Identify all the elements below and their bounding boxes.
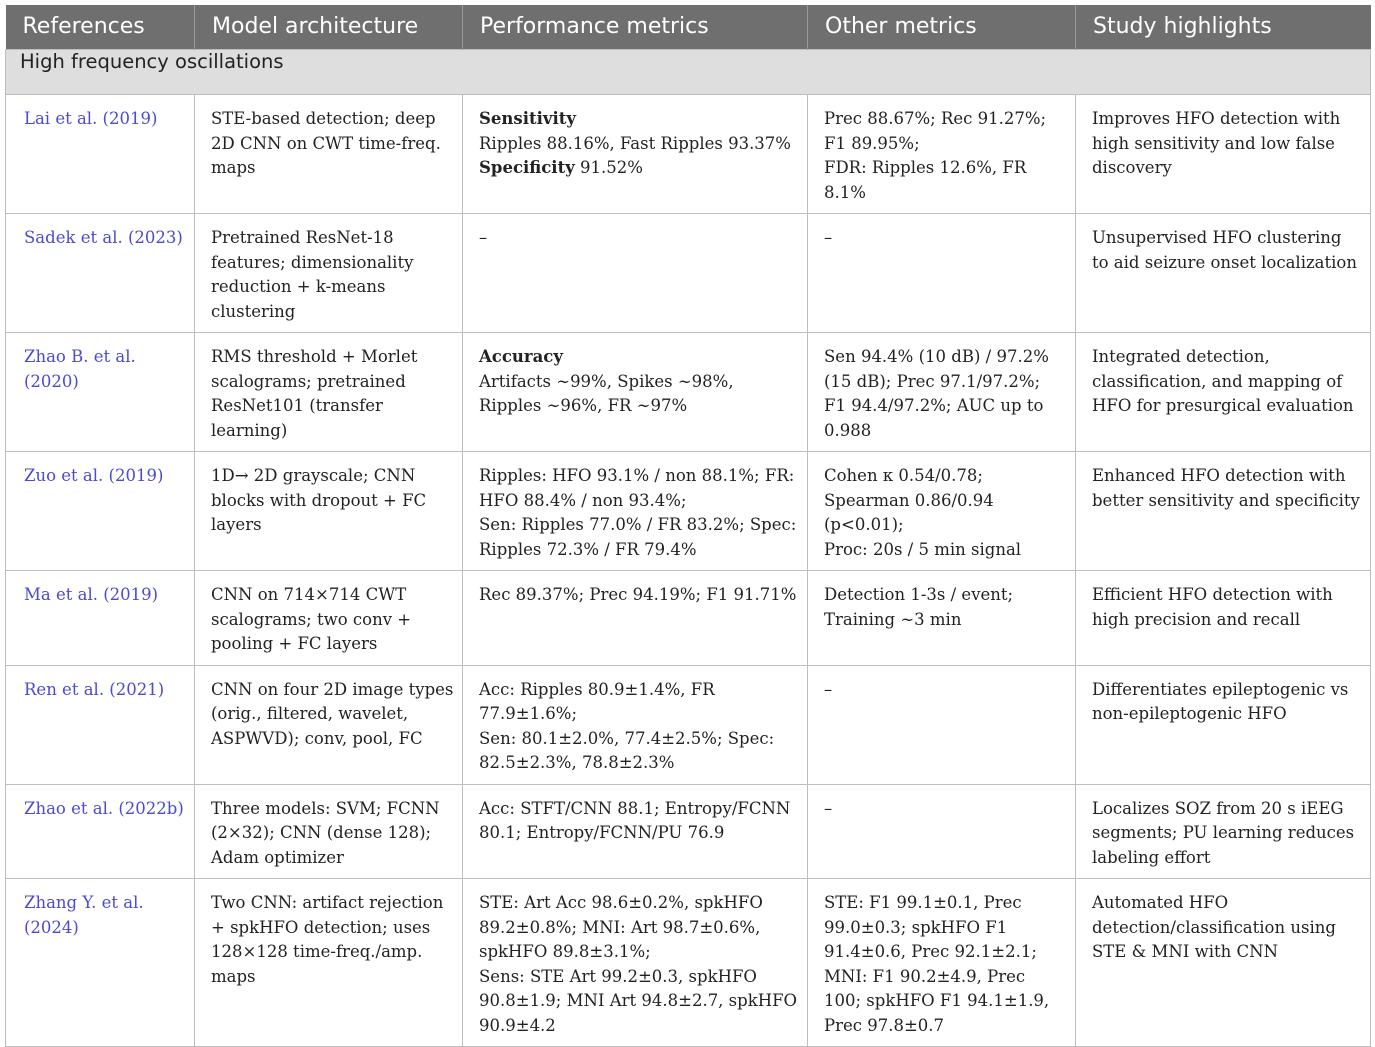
reference-cell (6, 95, 195, 214)
reference-link[interactable]: Ren et al. (2021) (24, 679, 165, 699)
performance-line: Sens: STE Art 99.2±0.3, spkHFO 90.8±1.9; MNI Art 94.8±2.7, spkHFO 90.9±4.2 (479, 966, 798, 1035)
highlight-cell: Efficient HFO detection with high precision and recall (1076, 571, 1371, 666)
sensitivity-values: Ripples 88.16%, Fast Ripples 93.37% (479, 133, 791, 153)
other-metrics-line: Prec 88.67%; Rec 91.27%; F1 89.95%; (824, 109, 1047, 153)
header-other-metrics: Other metrics (808, 5, 1076, 50)
highlight-cell: Improves HFO detection with high sensitivity and low false discovery (1076, 95, 1371, 214)
highlight-cell: Integrated detection, classification, and mapping of HFO for presurgical evaluation (1076, 333, 1371, 452)
performance-cell: Rec 89.37%; Prec 94.19%; F1 91.71% (463, 571, 808, 666)
performance-line: STE: Art Acc 98.6±0.2%, spkHFO 89.2±0.8%; MNI: Art 98.7±0.6%, spkHFO 89.8±3.1%; (479, 893, 763, 961)
reference-cell (6, 452, 195, 571)
reference-cell (6, 214, 195, 333)
other-metrics-line: Proc: 20s / 5 min signal (824, 539, 1022, 559)
table-row (6, 95, 1371, 214)
reference-cell (6, 571, 195, 666)
section-row (6, 50, 1371, 95)
performance-cell (463, 333, 808, 452)
architecture-cell: RMS threshold + Morlet scalograms; pretrained ResNet101 (transfer learning) (195, 333, 463, 452)
other-metrics-cell (808, 452, 1076, 571)
other-metrics-cell: – (808, 784, 1076, 879)
table-row (6, 879, 1371, 1047)
accuracy-label: Accuracy (479, 347, 563, 366)
highlight-cell: Differentiates epileptogenic vs non-epileptogenic HFO (1076, 665, 1371, 784)
header-model-architecture: Model architecture (195, 5, 463, 50)
reference-cell (6, 784, 195, 879)
architecture-cell: CNN on 714×714 CWT scalograms; two conv + pooling + FC layers (195, 571, 463, 666)
specificity-line (479, 156, 799, 181)
table-row (6, 333, 1371, 452)
sensitivity-label: Sensitivity (479, 109, 576, 128)
performance-line: Sen: Ripples 77.0% / FR 83.2%; Spec: Ripples 72.3% / FR 79.4% (479, 515, 797, 559)
reference-link[interactable]: Zuo et al. (2019) (24, 466, 164, 485)
reference-cell (6, 665, 195, 784)
other-metrics-line: FDR: Ripples 12.6%, FR 8.1% (824, 158, 1027, 202)
performance-cell (463, 452, 808, 571)
section-title: High frequency oscillations (6, 50, 1371, 95)
reference-link[interactable]: Lai et al. (2019) (24, 109, 158, 128)
other-metrics-cell: Sen 94.4% (10 dB) / 97.2% (15 dB); Prec 97.1/97.2%; F1 94.4/97.2%; AUC up to 0.988 (808, 333, 1076, 452)
header-row (6, 5, 1371, 50)
architecture-cell: Three models: SVM; FCNN (2×32); CNN (dense 128); Adam optimizer (195, 784, 463, 879)
architecture-cell: Two CNN: artifact rejection + spkHFO detection; uses 128×128 time-freq./amp. maps (195, 879, 463, 1047)
reference-link[interactable]: Zhao B. et al. (2020) (24, 347, 136, 391)
table-row (6, 571, 1371, 666)
header-references: References (6, 5, 195, 50)
performance-line: Sen: 80.1±2.0%, 77.4±2.5%; Spec: 82.5±2.3%, 78.8±2.3% (479, 728, 775, 772)
highlight-cell: Localizes SOZ from 20 s iEEG segments; PU learning reduces labeling effort (1076, 784, 1371, 879)
other-metrics-cell: Detection 1-3s / event; Training ∼3 min (808, 571, 1076, 666)
performance-cell (463, 665, 808, 784)
reference-cell (6, 879, 195, 1047)
architecture-cell: Pretrained ResNet-18 features; dimensionality reduction + k-means clustering (195, 214, 463, 333)
performance-cell (463, 95, 808, 214)
specificity-label: Specificity (479, 158, 575, 177)
performance-cell: – (463, 214, 808, 333)
other-metrics-cell: – (808, 214, 1076, 333)
other-metrics-cell (808, 95, 1076, 214)
specificity-value: 91.52% (574, 158, 643, 177)
highlight-cell: Automated HFO detection/classification using STE & MNI with CNN (1076, 879, 1371, 1047)
reference-link[interactable]: Zhang Y. et al. (2024) (24, 893, 144, 937)
other-metrics-cell (808, 879, 1076, 1047)
reference-link[interactable]: Zhao et al. (2022b) (24, 798, 184, 818)
table-row (6, 784, 1371, 879)
reference-cell (6, 333, 195, 452)
architecture-cell: STE-based detection; deep 2D CNN on CWT time-freq. maps (195, 95, 463, 214)
other-metrics-line: MNI: F1 90.2±4.9, Prec 100; spkHFO F1 94.1±1.9, Prec 97.8±0.7 (824, 966, 1050, 1035)
architecture-cell: 1D→ 2D grayscale; CNN blocks with dropout + FC layers (195, 452, 463, 571)
header-performance-metrics: Performance metrics (463, 5, 808, 50)
performance-cell: Acc: STFT/CNN 88.1; Entropy/FCNN 80.1; Entropy/FCNN/PU 76.9 (463, 784, 808, 879)
performance-line: Ripples: HFO 93.1% / non 88.1%; FR: HFO 88.4% / non 93.4%; (479, 466, 795, 510)
reference-link[interactable]: Sadek et al. (2023) (24, 228, 183, 247)
other-metrics-line: Cohen κ 0.54/0.78; Spearman 0.86/0.94 (p<0.01); (824, 466, 994, 534)
highlight-cell: Enhanced HFO detection with better sensitivity and specificity (1076, 452, 1371, 571)
other-metrics-cell: – (808, 665, 1076, 784)
architecture-cell: CNN on four 2D image types (orig., filtered, wavelet, ASPWVD); conv, pool, FC (195, 665, 463, 784)
highlight-cell: Unsupervised HFO clustering to aid seizure onset localization (1076, 214, 1371, 333)
table-row (6, 452, 1371, 571)
hfo-studies-table (5, 5, 1371, 1047)
accuracy-values: Artifacts ∼99%, Spikes ∼98%, Ripples ∼96%, FR ∼97% (479, 371, 734, 415)
performance-line: Acc: Ripples 80.9±1.4%, FR 77.9±1.6%; (479, 679, 715, 723)
other-metrics-line: STE: F1 99.1±0.1, Prec 99.0±0.3; spkHFO F1 91.4±0.6, Prec 92.1±2.1; (824, 893, 1037, 961)
performance-cell (463, 879, 808, 1047)
header-study-highlights: Study highlights (1076, 5, 1371, 50)
reference-link[interactable]: Ma et al. (2019) (24, 585, 159, 604)
table-row (6, 214, 1371, 333)
table-row (6, 665, 1371, 784)
